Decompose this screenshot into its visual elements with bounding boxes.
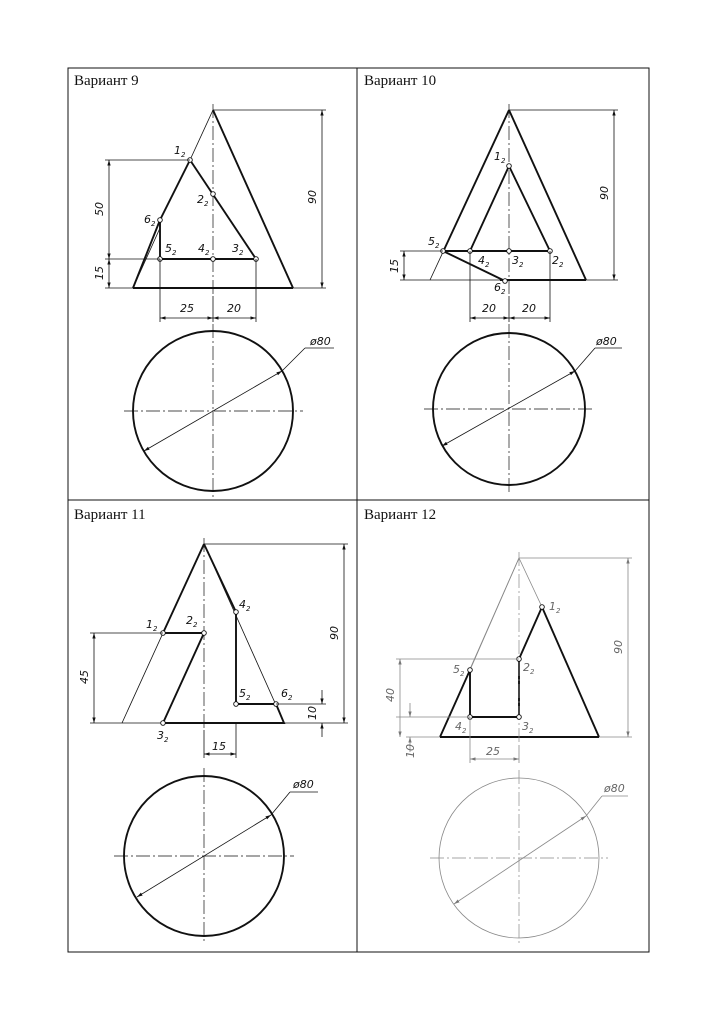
variant-12-title: Вариант 12 bbox=[364, 507, 437, 523]
variant-12-dimensions bbox=[384, 558, 632, 763]
v9-point-1: $1_2$ bbox=[174, 144, 186, 159]
v11-dim-diameter: ø80 bbox=[293, 778, 314, 791]
sheet-frame bbox=[68, 68, 649, 952]
variant-9-title: Вариант 9 bbox=[74, 73, 139, 89]
variant-11-cone-top-view bbox=[114, 768, 318, 944]
v9-dim-upper: 50 bbox=[93, 202, 106, 216]
v9-dim-lower: 15 bbox=[93, 266, 106, 280]
v9-point-5: $5_2$ bbox=[165, 242, 177, 257]
v9-point-2: $2_2$ bbox=[197, 193, 209, 208]
v12-dim-width: 25 bbox=[486, 745, 500, 758]
v10-dim-left-width: 20 bbox=[482, 302, 496, 315]
v11-point-1: $1_2$ bbox=[146, 618, 158, 633]
v12-dim-lower: 10 bbox=[404, 744, 417, 758]
v12-point-4: $4_2$ bbox=[455, 720, 467, 735]
v10-point-2: $2_2$ bbox=[552, 254, 564, 269]
variant-11-title: Вариант 11 bbox=[74, 507, 146, 523]
v10-point-1: $1_2$ bbox=[494, 150, 506, 165]
variant-10-points bbox=[428, 150, 564, 296]
v10-dim-lower: 15 bbox=[388, 259, 401, 273]
v10-dim-right-width: 20 bbox=[522, 302, 536, 315]
v12-dim-left-height: 40 bbox=[384, 688, 397, 702]
v10-point-6: $6_2$ bbox=[494, 281, 506, 296]
variant-9-panel bbox=[74, 73, 334, 498]
v9-point-4: $4_2$ bbox=[198, 242, 210, 257]
v12-dim-diameter: ø80 bbox=[604, 782, 625, 795]
v11-point-3: $3_2$ bbox=[157, 729, 169, 744]
variant-10-cone-top-view bbox=[424, 324, 622, 494]
v10-point-4: $4_2$ bbox=[478, 254, 490, 269]
v11-dim-left-height: 45 bbox=[78, 670, 91, 684]
v10-point-3: $3_2$ bbox=[512, 254, 524, 269]
variant-12-points bbox=[453, 600, 561, 735]
v12-dim-height: 90 bbox=[612, 640, 625, 654]
variant-12-panel bbox=[364, 507, 632, 946]
v9-dim-height: 90 bbox=[306, 190, 319, 204]
v11-dim-height: 90 bbox=[328, 626, 341, 640]
v10-dim-height: 90 bbox=[598, 186, 611, 200]
v11-point-6: $6_2$ bbox=[281, 687, 293, 702]
variant-11-panel bbox=[74, 507, 348, 944]
v9-dim-left-width: 25 bbox=[180, 302, 194, 315]
v12-point-1: $1_2$ bbox=[549, 600, 561, 615]
v12-point-2: $2_2$ bbox=[523, 661, 535, 676]
variant-10-title: Вариант 10 bbox=[364, 73, 437, 89]
v9-dim-right-width: 20 bbox=[227, 302, 241, 315]
variant-9-cone-front-view bbox=[133, 104, 293, 296]
v11-point-4: $4_2$ bbox=[239, 598, 251, 613]
v11-point-2: $2_2$ bbox=[186, 614, 198, 629]
v9-dim-diameter: ø80 bbox=[310, 335, 331, 348]
v12-point-3: $3_2$ bbox=[522, 720, 534, 735]
v9-point-3: $3_2$ bbox=[232, 242, 244, 257]
v9-point-6: $6_2$ bbox=[144, 213, 156, 228]
v10-dim-diameter: ø80 bbox=[596, 335, 617, 348]
variant-11-dimensions bbox=[78, 544, 348, 758]
v10-point-5: $5_2$ bbox=[428, 235, 440, 250]
v11-dim-width: 15 bbox=[212, 740, 226, 753]
v12-point-5: $5_2$ bbox=[453, 663, 465, 678]
v11-point-5: $5_2$ bbox=[239, 687, 251, 702]
variant-10-panel bbox=[364, 73, 622, 494]
variant-9-cone-top-view bbox=[124, 324, 334, 498]
v11-dim-right-height: 10 bbox=[306, 706, 319, 720]
variant-9-points bbox=[144, 144, 258, 261]
variant-9-dimensions bbox=[93, 110, 326, 322]
variant-12-cone-top-view bbox=[430, 770, 628, 946]
